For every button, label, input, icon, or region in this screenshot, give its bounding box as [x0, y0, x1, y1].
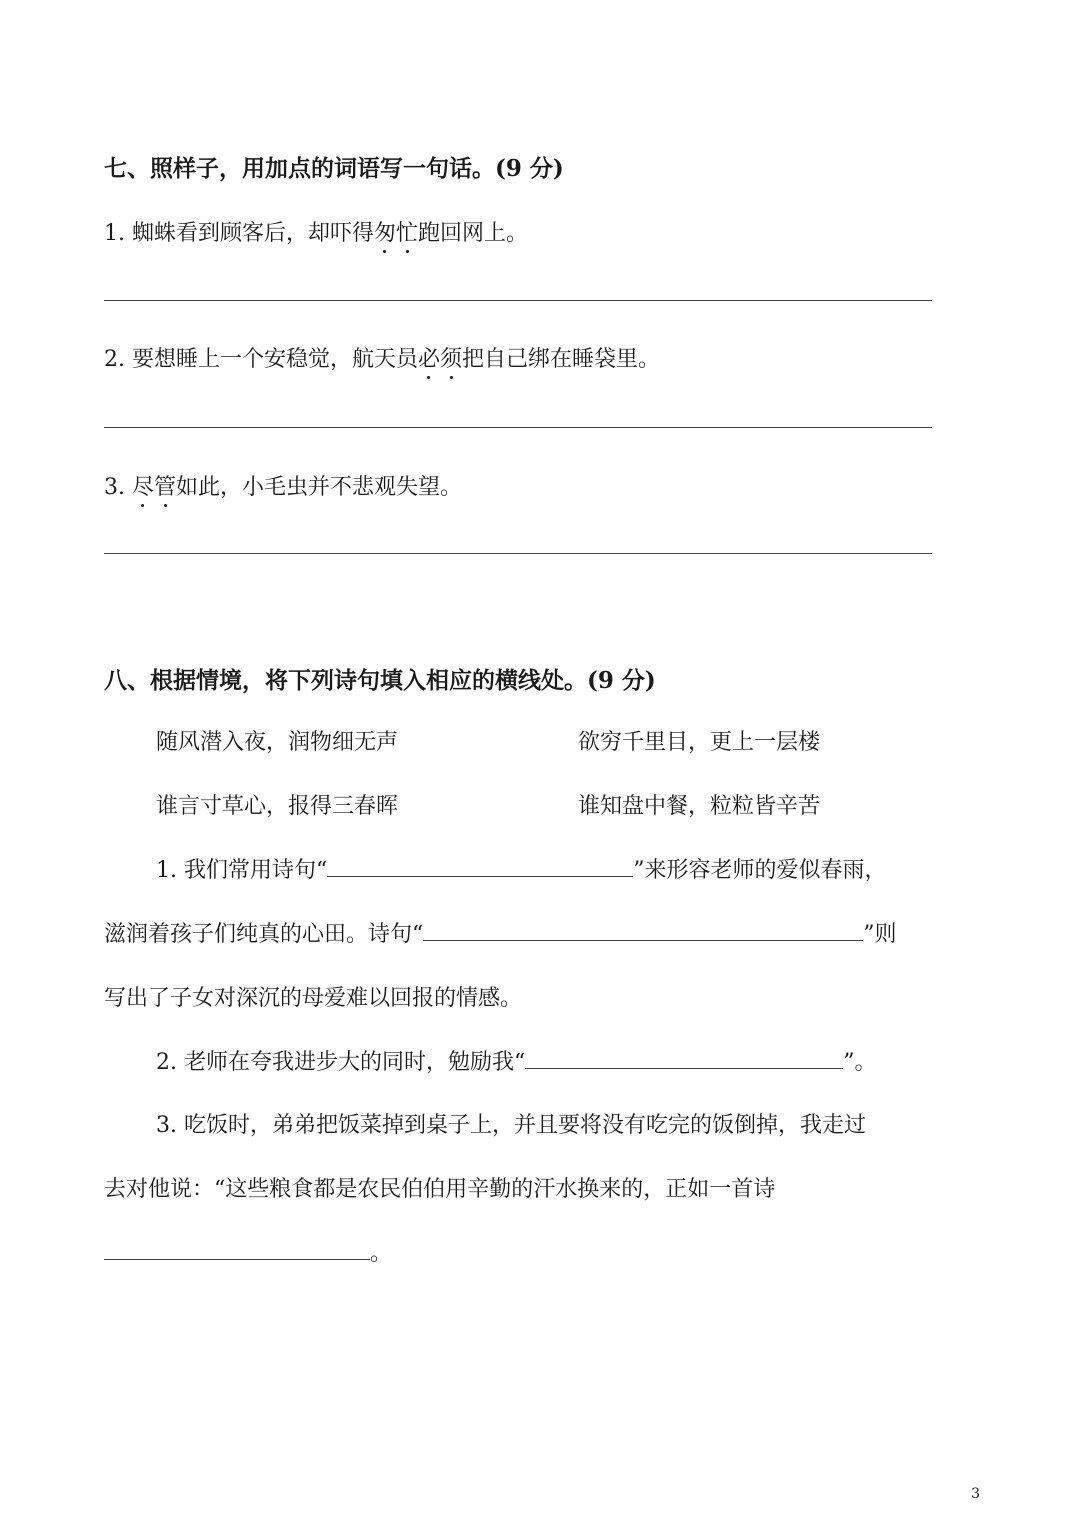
question-8-1-line-1	[156, 853, 886, 884]
question-text: 3.	[104, 475, 132, 500]
fill-blank[interactable]	[423, 920, 863, 941]
dotted-char: 管	[154, 475, 177, 500]
dotted-char: 必	[417, 347, 440, 372]
section-8-heading: 八、根据情境，将下列诗句填入相应的横线处。(9 分)	[104, 667, 656, 694]
dotted-char: 匆	[373, 221, 396, 246]
section-7-heading: 七、照样子，用加点的词语写一句话。(9 分)	[104, 155, 564, 182]
dotted-word	[374, 221, 418, 246]
question-text: ”来形容老师的爱似春雨，	[633, 858, 887, 883]
question-8-3-line-2: 去对他说：“这些粮食都是农民伯伯用辛勤的汗水换来的，正如一首诗	[104, 1177, 776, 1202]
fill-blank[interactable]	[327, 856, 633, 877]
question-text: 2. 老师在夸我进步大的同时，勉励我“	[156, 1050, 526, 1075]
dotted-chars	[374, 221, 418, 246]
answer-line-7-2[interactable]	[104, 427, 932, 428]
dotted-char: 忙	[396, 221, 419, 246]
dotted-word	[418, 347, 462, 372]
question-text: 如此，小毛虫并不悲观失望。	[176, 475, 463, 500]
question-7-1	[104, 216, 528, 247]
question-text: 1. 我们常用诗句“	[156, 858, 328, 883]
question-8-2	[156, 1045, 876, 1076]
dotted-char: 须	[440, 347, 463, 372]
answer-line-7-1[interactable]	[104, 300, 932, 301]
answer-line-7-3[interactable]	[104, 553, 932, 554]
question-text: 2. 要想睡上一个安稳觉，航天员	[104, 347, 418, 372]
poem-option-3: 谁言寸草心，报得三春晖	[156, 794, 399, 819]
poem-option-1: 随风潜入夜，润物细无声	[156, 730, 399, 755]
question-8-3-line-3	[104, 1236, 392, 1267]
question-7-3	[104, 470, 462, 501]
dotted-char: 尽	[131, 475, 154, 500]
page-number: 3	[971, 1486, 980, 1502]
question-7-2	[104, 342, 660, 373]
question-text: 跑回网上。	[418, 221, 529, 246]
question-text: 。	[370, 1241, 393, 1266]
poem-option-4: 谁知盘中餐，粒粒皆辛苦	[578, 794, 821, 819]
fill-blank[interactable]	[525, 1048, 843, 1069]
question-text: 把自己绑在睡袋里。	[462, 347, 661, 372]
question-text: 1. 蜘蛛看到顾客后，却吓得	[104, 221, 374, 246]
question-8-1-line-3: 写出了子女对深沉的母爱难以回报的情感。	[104, 986, 523, 1011]
question-text: ”则	[863, 922, 897, 947]
question-8-1-line-2	[104, 917, 897, 948]
question-8-3-line-1: 3. 吃饭时，弟弟把饭菜掉到桌子上，并且要将没有吃完的饭倒掉，我走过	[156, 1113, 866, 1138]
dotted-word	[132, 475, 176, 500]
question-text: ”。	[843, 1050, 877, 1075]
question-text: 滋润着孩子们纯真的心田。诗句“	[104, 922, 424, 947]
fill-blank[interactable]	[104, 1239, 370, 1260]
poem-option-2: 欲穷千里目，更上一层楼	[578, 730, 821, 755]
